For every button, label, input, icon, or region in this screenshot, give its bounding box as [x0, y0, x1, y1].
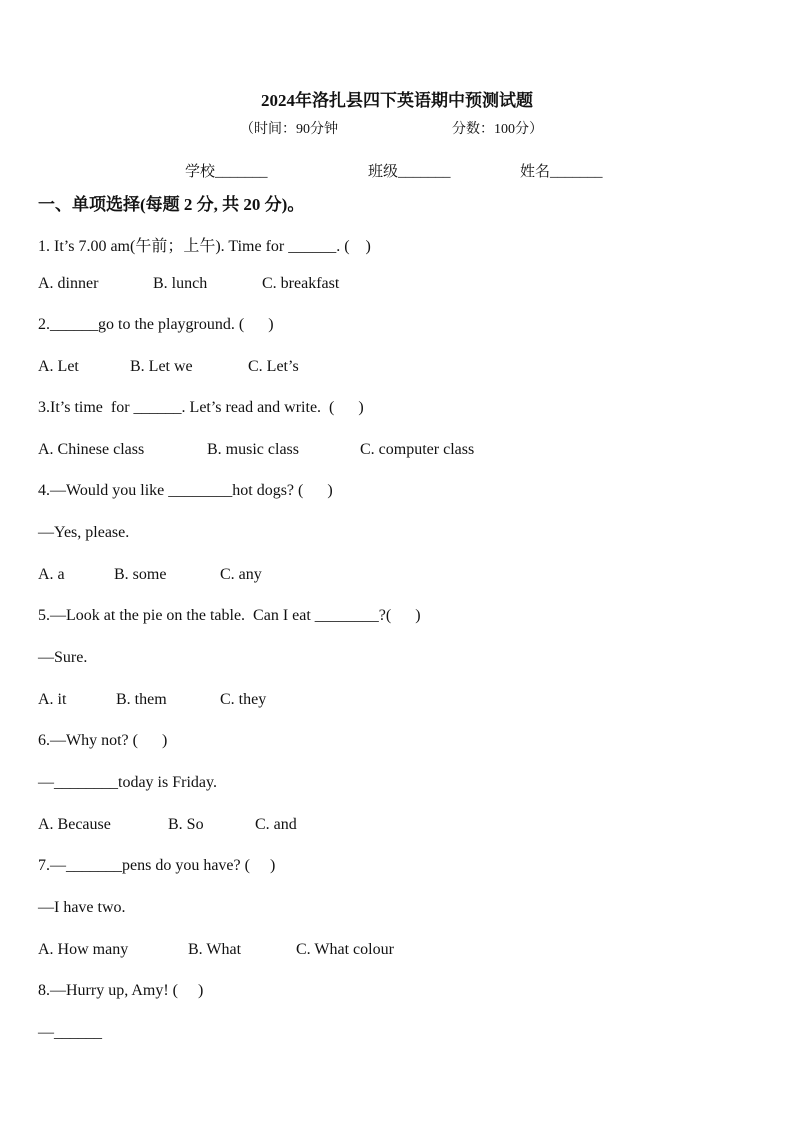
question-2: 2.______go to the playground. ( ): [38, 316, 274, 333]
question-5: 5.—Look at the pie on the table. Can I eat ________?( ): [38, 607, 421, 624]
question-8-answer: —______: [38, 1024, 102, 1041]
exam-time: （时间：90分钟: [240, 122, 338, 137]
question-6-option-b: B. So: [168, 816, 204, 833]
question-7-answer: —I have two.: [38, 899, 126, 916]
question-5-option-a: A. it: [38, 691, 67, 708]
question-2-option-b: B. Let we: [130, 358, 193, 375]
question-3-option-c: C. computer class: [360, 441, 475, 458]
question-7: 7.—_______pens do you have? ( ): [38, 857, 276, 874]
question-5-option-c: C. they: [220, 691, 267, 708]
question-4: 4.—Would you like ________hot dogs? ( ): [38, 482, 333, 499]
name-field: 姓名_______: [520, 164, 603, 180]
question-6-option-a: A. Because: [38, 816, 111, 833]
question-1-option-b: B. lunch: [153, 275, 208, 292]
question-1-option-a: A. dinner: [38, 275, 99, 292]
question-2-option-a: A. Let: [38, 358, 79, 375]
exam-title: 2024年洛扎县四下英语期中预测试题: [261, 91, 533, 110]
question-8: 8.—Hurry up, Amy! ( ): [38, 982, 204, 999]
question-1: 1. It’s 7.00 am(午前；上午). Time for ______. ( ): [38, 238, 371, 255]
section-heading: 一、单项选择(每题 2 分, 共 20 分)。: [38, 195, 305, 214]
question-7-option-a: A. How many: [38, 941, 129, 958]
class-field: 班级_______: [368, 164, 451, 180]
question-6-option-c: C. and: [255, 816, 297, 833]
question-1-option-c: C. breakfast: [262, 275, 340, 292]
question-5-option-b: B. them: [116, 691, 167, 708]
question-7-option-b: B. What: [188, 941, 242, 958]
question-3-option-a: A. Chinese class: [38, 441, 145, 458]
question-3: 3.It’s time for ______. Let’s read and write. ( ): [38, 399, 364, 416]
question-5-answer: —Sure.: [38, 649, 88, 666]
question-6-answer: —________today is Friday.: [38, 774, 217, 791]
question-6: 6.—Why not? ( ): [38, 732, 168, 749]
question-3-option-b: B. music class: [207, 441, 299, 458]
question-4-option-c: C. any: [220, 566, 262, 583]
question-7-option-c: C. What colour: [296, 941, 394, 958]
question-4-option-b: B. some: [114, 566, 167, 583]
school-field: 学校_______: [185, 164, 268, 180]
question-4-option-a: A. a: [38, 566, 65, 583]
exam-score: 分数：100分）: [452, 122, 543, 137]
question-4-answer: —Yes, please.: [38, 524, 130, 541]
question-2-option-c: C. Let’s: [248, 358, 299, 375]
